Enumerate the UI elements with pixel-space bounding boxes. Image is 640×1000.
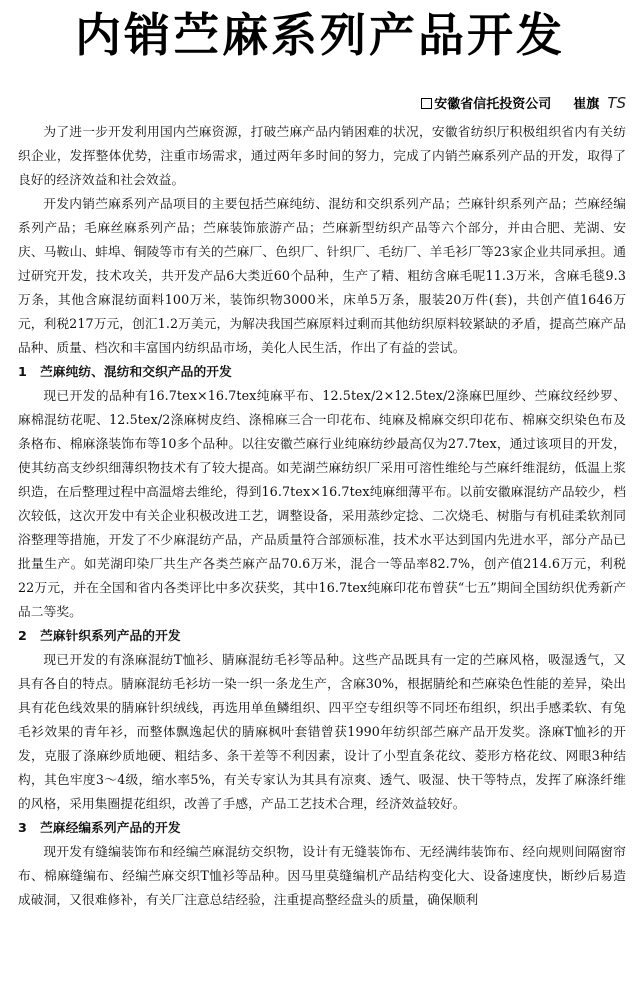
section-paragraph: 现已开发的有涤麻混纺T恤衫、腈麻混纺毛衫等品种。这些产品既具有一定的苎麻风格，吸湿透气，又具有各自的特点。腈麻混纺毛衫坊一染一织一条龙生产，含麻30%，根据腈纶和苎麻染色性能的差异，染出具有花色线效果的腈麻针织绒线，再选用单鱼鳞组织、四平空专组织等不同坯布组织，织出手感柔软、有兔毛衫效果的青年衫，而整体飘逸起伏的腈麻枫叶套错曾获1990年纺织部苎麻产品开发奖。涤麻T恤衫的开发，克服了涤麻纱质地硬、粗结多、条干差等不利因素，设计了小型直条花纹、菱形方格花纹、网眼3种结构，其色牢度3～4级，缩水率5%，有关专家认为其具有凉爽、透气、吸湿、快干等特点，发挥了麻涤纤维的风格，采用集圈提花组织，改善了手感，产品工艺技术合理，经济效益较好。 — [18, 652, 626, 811]
author-organization: 安徽省信托投资公司 — [434, 97, 552, 112]
article-body — [18, 120, 626, 912]
checkbox-mark-icon — [421, 98, 432, 109]
section-heading-text: 苎麻经编系列产品的开发 — [40, 820, 181, 835]
intro-paragraph: 开发内销苎麻系列产品项目的主要包括苎麻纯纺、混纺和交织系列产品；苎麻针织系列产品；苎麻经编系列产品；毛麻丝麻系列产品；苎麻装饰旅游产品；苎麻新型纺织产品等六个部分，并由合肥、芜湖、安庆、马鞍山、蚌埠、铜陵等市有关的苎麻厂、色织厂、针织厂、毛纺厂、羊毛衫厂等23家企业共同承担。通过研究开发，技术攻关，共开发产品6大类近60个品种，生产了精、粗纺含麻毛呢11.3万米，含麻毛毯9.3万条，其他含麻混纺面料100万米，装饰织物3000米，床单5万条，服装20万件(套)，共创产值1646万元，利税217万元，创汇1.2万美元，为解决我国苎麻原料过剩而其他纺织原料较紧缺的矛盾，提高苎麻产品品种、质量、档次和丰富国内纺织品市场，美化人民生活，作出了有益的尝试。 — [18, 196, 626, 355]
section-number: 3 — [18, 820, 27, 835]
section-paragraph: 现开发有缝编装饰布和经编苎麻混纺交织物，设计有无缝装饰布、无经满纬装饰布、经向规则间隔窗帘布、棉麻缝编布、经编苎麻交织T恤衫等品种。因马里莫缝编机产品结构变化大、设备速度快，断纱后易造成破洞，又很难修补，有关厂注意总结经验，注重提高整经盘头的质量，确保顺利 — [18, 844, 626, 907]
section-number: 1 — [18, 364, 27, 379]
author-name: 崔旗 — [573, 97, 600, 112]
intro-paragraph: 为了进一步开发利用国内苎麻资源，打破苎麻产品内销困难的状况，安徽省纺织厅积极组织省内有关纺织企业，发挥整体优势，注重市场需求，通过两年多时间的努力，完成了内销苎麻系列产品的开发，取得了良好的经济效益和社会效益。 — [18, 124, 626, 187]
byline — [421, 94, 626, 114]
article-title: 内销苎麻系列产品开发 — [75, 8, 565, 62]
section-heading — [18, 816, 626, 840]
section-heading — [18, 624, 626, 648]
section-number: 2 — [18, 628, 27, 643]
section-paragraph: 现已开发的品种有16.7tex×16.7tex纯麻平布、12.5tex/2×12.5tex/2涤麻巴厘纱、苎麻纹经纱罗、麻棉混纺花呢、12.5tex/2涤麻树皮绉、涤棉麻三合一印花布、纯麻及棉麻交织印花布、棉麻交织染色布及条格布、棉麻涤装饰布等10多个品种。以往安徽苎麻行业纯麻纺纱最高仅为27.7tex，通过该项目的开发，使其纺高支纱织细薄织物技术有了较大提高。如芜湖苎麻纺织厂采用可溶性维纶与苎麻纤维混纺，低温上浆织造，在后整理过程中高温熔去维纶，得到16.7tex×16.7tex纯麻细薄平布。以前安徽麻混纺产品较少，档次较低，这次开发中有关企业积极改进工艺，调整设备，采用蒸纱定捻、二次烧毛、树脂与有机硅柔软剂同浴整理等措施，开发了不少麻混纺产品，产品质量符合部颁标准，技术水平达到国内先进水平，部分产品已批量生产。如芜湖印染厂共生产各类苎麻产品70.6万米，混合一等品率82.7%，创产值214.6万元，利税22万元，并在全国和省内各类评比中多次获奖，其中16.7tex纯麻印花布曾获“七五”期间全国纺织优秀新产品二等奖。 — [18, 388, 626, 619]
section-heading-text: 苎麻纯纺、混纺和交织产品的开发 — [40, 364, 232, 379]
section-heading-text: 苎麻针织系列产品的开发 — [40, 628, 181, 643]
handwritten-annotation: TS — [607, 94, 626, 112]
section-heading — [18, 360, 626, 384]
